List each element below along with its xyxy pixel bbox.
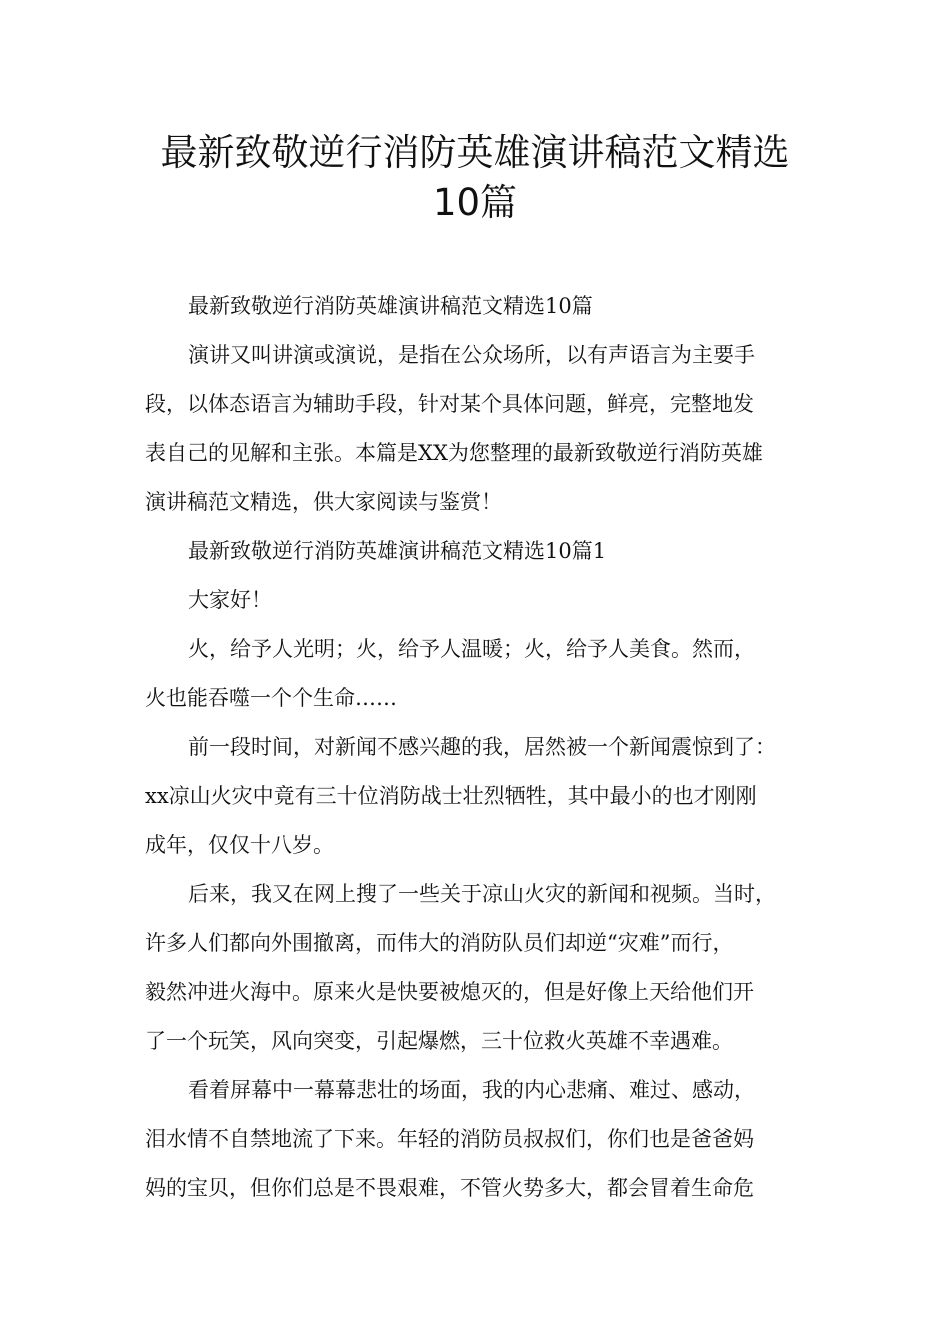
paragraph: [145, 723, 825, 870]
paragraph-line: 成年，仅仅十八岁。: [145, 833, 334, 857]
paragraph-line: xx凉山火灾中竟有三十位消防战士壮烈牺牲，其中最小的也才刚刚: [145, 784, 757, 808]
paragraph-line: 泪水情不自禁地流了下来。年轻的消防员叔叔们，你们也是爸爸妈: [145, 1127, 754, 1151]
paragraph-line: 许多人们都向外围撤离，而伟大的消防队员们却逆“灾难”而行，: [145, 931, 734, 955]
paragraph-line: 段，以体态语言为辅助手段，针对某个具体问题，鲜亮，完整地发: [145, 392, 754, 416]
paragraph: [145, 1066, 825, 1213]
paragraph-line: 前一段时间，对新闻不感兴趣的我，居然被一个新闻震惊到了：: [188, 735, 776, 759]
paragraph-line: 最新致敬逆行消防英雄演讲稿范文精选10篇1: [188, 539, 607, 563]
paragraph-line: 演讲又叫讲演或演说，是指在公众场所，以有声语言为主要手: [188, 343, 755, 367]
document-title: [100, 128, 850, 228]
paragraph-line: 火也能吞噬一个个生命……: [145, 686, 397, 710]
paragraph-line: 表自己的见解和主张。本篇是XX为您整理的最新致敬逆行消防英雄: [145, 441, 763, 465]
paragraph-line: 后来，我又在网上搜了一些关于凉山火灾的新闻和视频。当时，: [188, 882, 776, 906]
paragraph: [145, 870, 825, 1066]
paragraph-line: 火，给予人光明；火，给予人温暖；火，给予人美食。然而，: [188, 637, 755, 661]
paragraph-line: 看着屏幕中一幕幕悲壮的场面，我的内心悲痛、难过、感动，: [188, 1078, 755, 1102]
paragraph-line: 毅然冲进火海中。原来火是快要被熄灭的，但是好像上天给他们开: [145, 980, 754, 1004]
paragraph-line: 最新致敬逆行消防英雄演讲稿范文精选10篇: [188, 294, 593, 318]
title-line-1: 最新致敬逆行消防英雄演讲稿范文精选: [160, 131, 790, 174]
paragraph: [145, 527, 825, 576]
paragraph: [145, 282, 825, 331]
paragraph-line: 妈的宝贝，但你们总是不畏艰难，不管火势多大，都会冒着生命危: [145, 1176, 754, 1200]
paragraph: [145, 625, 825, 723]
paragraph-line: 大家好！: [188, 588, 272, 612]
paragraph-line: 了一个玩笑，风向突变，引起爆燃，三十位救火英雄不幸遇难。: [145, 1029, 733, 1053]
document-body: [145, 282, 825, 1213]
paragraph: [145, 576, 825, 625]
title-line-2: 10篇: [432, 181, 518, 224]
paragraph-line: 演讲稿范文精选，供大家阅读与鉴赏！: [145, 490, 502, 514]
paragraph: [145, 331, 825, 527]
